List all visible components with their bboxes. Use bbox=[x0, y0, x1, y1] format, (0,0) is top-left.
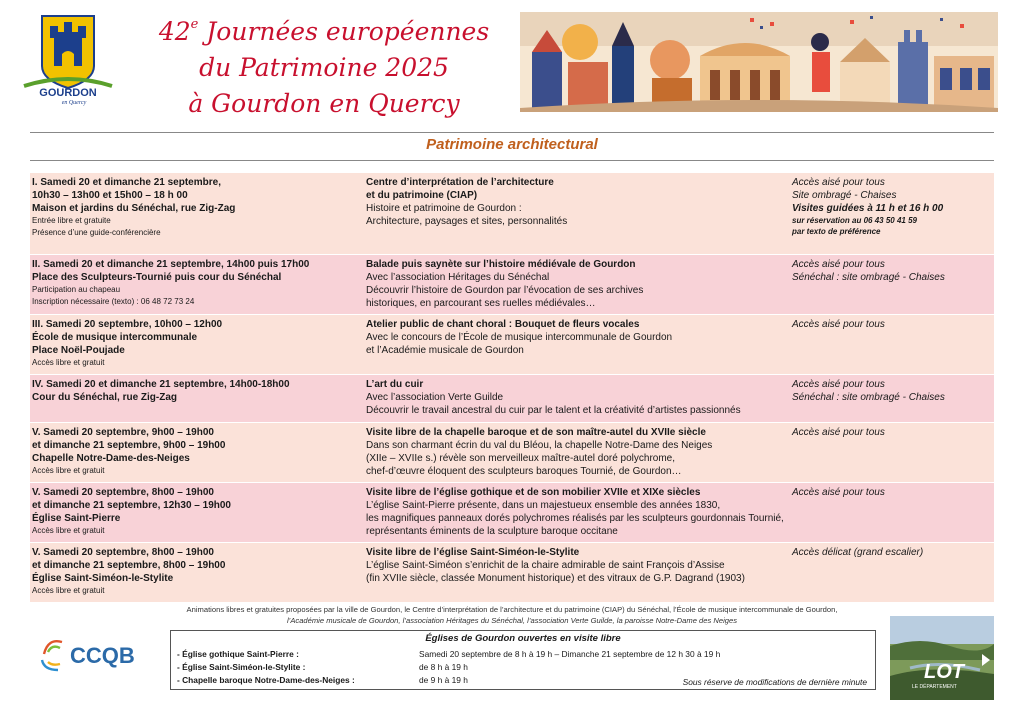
event-line: École de musique intercommunale bbox=[32, 332, 198, 343]
event-access bbox=[792, 486, 992, 499]
event-line: et dimanche 21 septembre, 8h00 – 19h00 bbox=[32, 560, 226, 571]
event-description bbox=[366, 546, 786, 585]
event-access bbox=[792, 378, 992, 404]
event-line: Église Saint-Siméon-le-Stylite bbox=[32, 573, 174, 584]
church-hours: de 9 h à 19 h bbox=[419, 675, 468, 685]
churches-note: Sous réserve de modifications de dernière minute bbox=[682, 677, 867, 687]
event-line: V. Samedi 20 septembre, 8h00 – 19h00 bbox=[32, 547, 214, 558]
event-line: Accès aisé pour tous bbox=[792, 319, 885, 330]
event-line: historiques, en parcourant ses ruelles médiévales… bbox=[366, 298, 596, 309]
logo-text: GOURDON bbox=[39, 87, 97, 99]
event-row bbox=[30, 483, 994, 543]
event-line: (XIIe – XVIIe s.) révèle son merveilleux maître-autel doré polychrome, bbox=[366, 453, 676, 464]
event-line: Découvrir le travail ancestral du cuir par le talent et la créativité d’artistes passionnés bbox=[366, 405, 741, 416]
events-list bbox=[30, 173, 994, 603]
event-line: Balade puis saynète sur l’histoire médiévale de Gourdon bbox=[366, 259, 636, 270]
title-line3: à Gourdon en Quercy bbox=[188, 89, 460, 118]
event-when-where bbox=[32, 176, 362, 239]
lot-text: LOT bbox=[924, 661, 964, 683]
event-when-where bbox=[32, 318, 362, 369]
event-row bbox=[30, 315, 994, 375]
event-line: Accès libre et gratuit bbox=[32, 358, 105, 367]
event-description bbox=[366, 318, 786, 357]
event-line: Accès délicat (grand escalier) bbox=[792, 547, 924, 558]
credits-line2: l’Académie musicale de Gourdon, l’association Héritages du Sénéchal, l’association Verte Guilde, la paroisse Notre-Dame des Neiges bbox=[286, 616, 738, 625]
event-line: Dans son charmant écrin du val du Bléou, la chapelle Notre-Dame des Neiges bbox=[366, 440, 713, 451]
event-line: II. Samedi 20 et dimanche 21 septembre, 14h00 puis 17h00 bbox=[32, 259, 310, 270]
event-line: Centre d’interprétation de l’architecture bbox=[366, 177, 554, 188]
event-row bbox=[30, 543, 994, 603]
event-access bbox=[792, 176, 992, 237]
event-line: I. Samedi 20 et dimanche 21 septembre, bbox=[32, 177, 221, 188]
heritage-banner-illustration bbox=[520, 12, 998, 112]
event-when-where bbox=[32, 258, 362, 308]
event-line: Présence d’une guide-conférencière bbox=[32, 228, 161, 237]
church-hours: Samedi 20 septembre de 8 h à 19 h – Dimanche 21 septembre de 12 h 30 à 19 h bbox=[419, 649, 721, 659]
event-line: Histoire et patrimoine de Gourdon : bbox=[366, 203, 522, 214]
event-line: Site ombragé - Chaises bbox=[792, 190, 897, 201]
event-line: Cour du Sénéchal, rue Zig-Zag bbox=[32, 392, 178, 403]
divider-top bbox=[30, 132, 994, 133]
event-when-where bbox=[32, 426, 362, 477]
title-number: 42 bbox=[158, 17, 191, 46]
ccqb-text: CCQB bbox=[70, 643, 135, 668]
event-row bbox=[30, 423, 994, 483]
event-line: L’église Saint-Siméon s’enrichit de la chaire admirable de saint François d’Assise bbox=[366, 560, 725, 571]
event-line: Entrée libre et gratuite bbox=[32, 216, 111, 225]
event-line: et dimanche 21 septembre, 9h00 – 19h00 bbox=[32, 440, 226, 451]
event-line: Atelier public de chant choral : Bouquet de fleurs vocales bbox=[366, 319, 640, 330]
event-line: Maison et jardins du Sénéchal, rue Zig-Zag bbox=[32, 203, 236, 214]
event-line: Sénéchal : site ombragé - Chaises bbox=[792, 392, 945, 403]
event-line: Accès libre et gratuit bbox=[32, 466, 105, 475]
credits bbox=[60, 604, 964, 626]
event-line: V. Samedi 20 septembre, 8h00 – 19h00 bbox=[32, 487, 214, 498]
event-line: et dimanche 21 septembre, 12h30 – 19h00 bbox=[32, 500, 231, 511]
event-when-where bbox=[32, 486, 362, 537]
event-line: IV. Samedi 20 et dimanche 21 septembre, 14h00-18h00 bbox=[32, 379, 290, 390]
event-line: Visite libre de l’église Saint-Siméon-le-Stylite bbox=[366, 547, 580, 558]
event-line: L’art du cuir bbox=[366, 379, 424, 390]
event-description bbox=[366, 176, 786, 228]
event-line: III. Samedi 20 septembre, 10h00 – 12h00 bbox=[32, 319, 223, 330]
event-line: Architecture, paysages et sites, personnalités bbox=[366, 216, 568, 227]
event-line: Accès libre et gratuit bbox=[32, 586, 105, 595]
church-name: - Chapelle baroque Notre-Dame-des-Neiges : bbox=[177, 675, 355, 685]
event-when-where bbox=[32, 378, 362, 404]
event-line: Accès aisé pour tous bbox=[792, 427, 885, 438]
event-line: 10h30 – 13h00 et 15h00 – 18 h 00 bbox=[32, 190, 188, 201]
title-ordinal: e bbox=[190, 17, 199, 32]
lot-subtext: LE DÉPARTEMENT bbox=[912, 684, 957, 690]
title-line2: du Patrimoine 2025 bbox=[199, 53, 449, 82]
church-hours: de 8 h à 19 h bbox=[419, 662, 468, 672]
event-access bbox=[792, 258, 992, 284]
event-line: Avec le concours de l’École de musique intercommunale de Gourdon bbox=[366, 332, 673, 343]
church-name: - Église Saint-Siméon-le-Stylite : bbox=[177, 662, 306, 672]
church-name: - Église gothique Saint-Pierre : bbox=[177, 649, 299, 659]
event-description bbox=[366, 426, 786, 478]
event-line: Inscription nécessaire (texto) : 06 48 72 73 24 bbox=[32, 297, 195, 306]
event-row bbox=[30, 375, 994, 423]
event-line: Accès aisé pour tous bbox=[792, 379, 885, 390]
divider-bottom bbox=[30, 160, 994, 161]
event-line: Place des Sculpteurs-Tournié puis cour du Sénéchal bbox=[32, 272, 282, 283]
event-line: Avec l’association Héritages du Sénéchal bbox=[366, 272, 550, 283]
event-description bbox=[366, 258, 786, 310]
event-line: représentants éminents de la sculpture baroque occitane bbox=[366, 526, 618, 537]
section-title: Patrimoine architectural bbox=[426, 136, 598, 153]
event-description bbox=[366, 378, 786, 417]
event-line: sur réservation au 06 43 50 41 59 bbox=[792, 216, 917, 225]
event-line: V. Samedi 20 septembre, 9h00 – 19h00 bbox=[32, 427, 214, 438]
title-line1: Journées européennes bbox=[198, 17, 490, 46]
event-access bbox=[792, 318, 992, 331]
event-line: Accès libre et gratuit bbox=[32, 526, 105, 535]
event-line: et l’Académie musicale de Gourdon bbox=[366, 345, 524, 356]
event-line: Église Saint-Pierre bbox=[32, 513, 121, 524]
event-access bbox=[792, 546, 992, 559]
church-row bbox=[177, 649, 867, 661]
event-row bbox=[30, 255, 994, 315]
event-line: Sénéchal : site ombragé - Chaises bbox=[792, 272, 945, 283]
event-line: Découvrir l’histoire de Gourdon par l’évocation de ses archives bbox=[366, 285, 644, 296]
event-line: Accès aisé pour tous bbox=[792, 259, 885, 270]
event-line: et du patrimoine (CIAP) bbox=[366, 190, 478, 201]
credits-line1: Animations libres et gratuites proposées par la ville de Gourdon, le Centre d’interprétation de l’architecture et du patrimoine (CIAP) du Sénéchal, l’École de musique intercommunale de Gourdon, bbox=[186, 605, 838, 614]
event-row bbox=[30, 173, 994, 255]
church-row bbox=[177, 662, 867, 674]
event-line: chef-d’œuvre éloquent des sculpteurs baroques Tournié, de Gourdon… bbox=[366, 466, 682, 477]
gourdon-logo bbox=[14, 10, 122, 106]
event-line: Accès aisé pour tous bbox=[792, 177, 885, 188]
event-line: Avec l’association Verte Guilde bbox=[366, 392, 504, 403]
event-line: Visite libre de l’église gothique et de son mobilier XVIIe et XIXe siècles bbox=[366, 487, 701, 498]
event-line: (fin XVIIe siècle, classée Monument historique) et des vitraux de G.P. Dagrand (1903) bbox=[366, 573, 745, 584]
event-access bbox=[792, 426, 992, 439]
event-line: Visites guidées à 11 h et 16 h 00 bbox=[792, 203, 944, 214]
event-when-where bbox=[32, 546, 362, 597]
event-line: les magnifiques panneaux dorés polychromes réalisés par les sculpteurs gourdonnais Tournié, bbox=[366, 513, 784, 524]
churches-open-box bbox=[170, 630, 876, 690]
event-line: Visite libre de la chapelle baroque et de son maître-autel du XVIIe siècle bbox=[366, 427, 706, 438]
event-description bbox=[366, 486, 786, 538]
event-line: L’église Saint-Pierre présente, dans un majestueux ensemble des années 1830, bbox=[366, 500, 721, 511]
ccqb-logo bbox=[34, 632, 154, 676]
churches-title: Églises de Gourdon ouvertes en visite libre bbox=[425, 633, 621, 644]
event-line: Participation au chapeau bbox=[32, 285, 121, 294]
lot-departement-logo bbox=[890, 616, 994, 700]
event-line: Chapelle Notre-Dame-des-Neiges bbox=[32, 453, 190, 464]
event-line: Place Noël-Poujade bbox=[32, 345, 125, 356]
logo-subtext: en Quercy bbox=[61, 100, 87, 106]
event-line: Accès aisé pour tous bbox=[792, 487, 885, 498]
page-title bbox=[150, 14, 498, 122]
event-line: par texto de préférence bbox=[792, 227, 881, 236]
